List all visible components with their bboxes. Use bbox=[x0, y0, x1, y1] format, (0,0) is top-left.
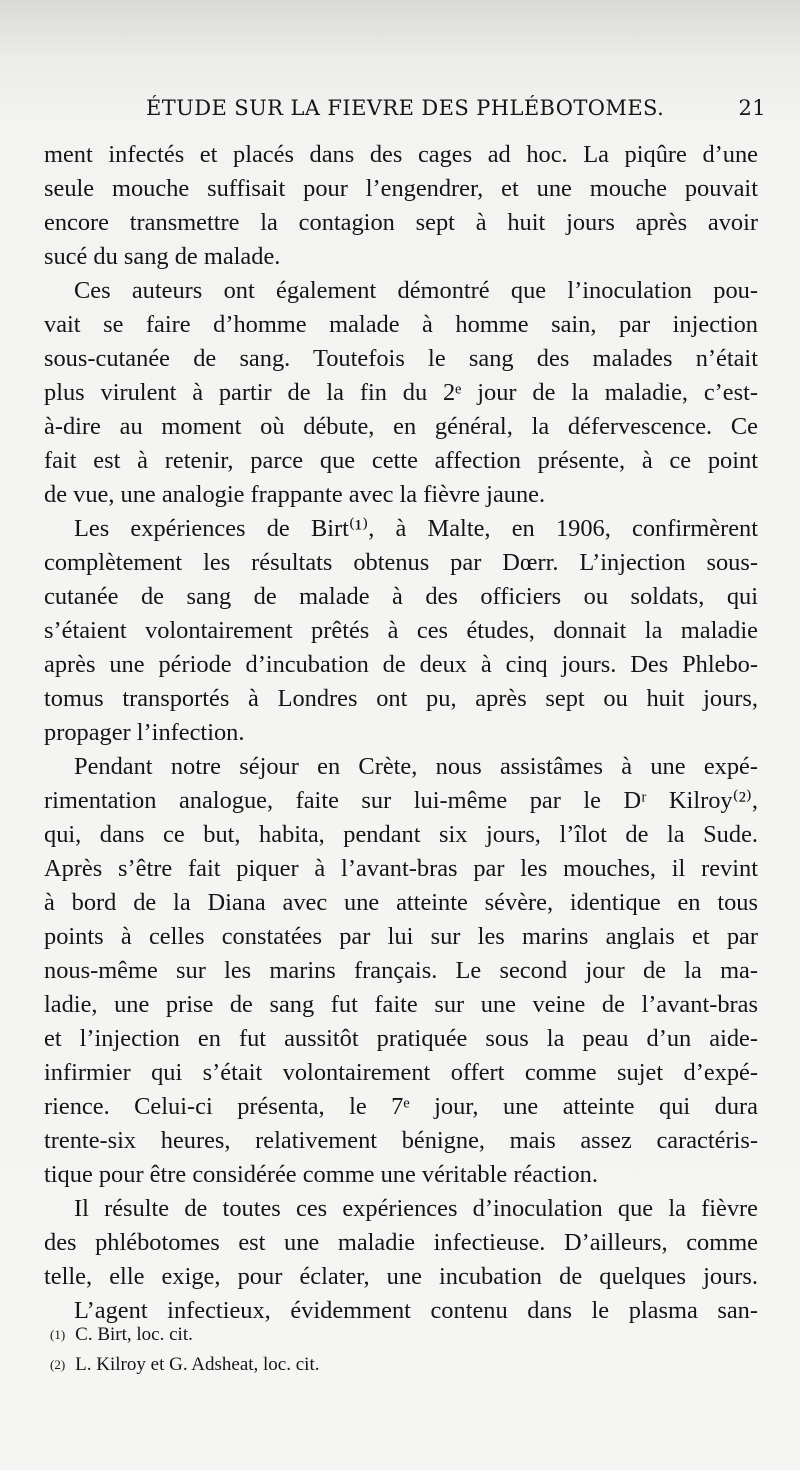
text-line: Après s’être fait piquer à l’avant-bras par les mouches, il revint bbox=[44, 855, 758, 882]
footnote-text: L. Kilroy et G. Adsheat, loc. cit. bbox=[75, 1354, 320, 1375]
text-line: Pendant notre séjour en Crète, nous assistâmes à une expé- bbox=[74, 753, 758, 780]
text-line: des phlébotomes est une maladie infectieuse. D’ailleurs, comme bbox=[44, 1229, 758, 1256]
text-line: tomus transportés à Londres ont pu, après sept ou huit jours, bbox=[44, 685, 758, 712]
text-line: à-dire au moment où débute, en général, la défervescence. Ce bbox=[44, 413, 758, 440]
text-line: après une période d’incubation de deux à cinq jours. Des Phlebo- bbox=[44, 651, 758, 678]
text-line: de vue, une analogie frappante avec la fièvre jaune. bbox=[44, 481, 546, 508]
text-line: et l’injection en fut aussitôt pratiquée sous la peau d’un aide- bbox=[44, 1025, 758, 1052]
text-line: rience. Celui-ci présenta, le 7ᵉ jour, une atteinte qui dura bbox=[44, 1093, 758, 1120]
footnote-mark: (2) bbox=[50, 1357, 66, 1372]
text-line: ment infectés et placés dans des cages ad hoc. La piqûre d’une bbox=[44, 141, 758, 168]
footnote bbox=[50, 1320, 750, 1350]
text-line: L’agent infectieux, évidemment contenu dans le plasma san- bbox=[74, 1297, 758, 1324]
text-line: vait se faire d’homme malade à homme sain, par injection bbox=[44, 311, 758, 338]
text-line: propager l’infection. bbox=[44, 719, 245, 746]
page-number: 21 bbox=[738, 96, 766, 120]
text-line: seule mouche suffisait pour l’engendrer, et une mouche pouvait bbox=[44, 175, 758, 202]
text-line: encore transmettre la contagion sept à huit jours après avoir bbox=[44, 209, 758, 236]
text-line: tique pour être considérée comme une véritable réaction. bbox=[44, 1161, 598, 1188]
body-text bbox=[44, 138, 758, 1328]
running-header bbox=[46, 92, 766, 128]
text-line: Ces auteurs ont également démontré que l’inoculation pou- bbox=[74, 277, 758, 304]
footnotes bbox=[50, 1320, 750, 1380]
text-line: s’étaient volontairement prêtés à ces études, donnait la maladie bbox=[44, 617, 758, 644]
text-line: Les expériences de Birt⁽¹⁾, à Malte, en 1906, confirmèrent bbox=[74, 515, 758, 542]
text-line: plus virulent à partir de la fin du 2ᵉ jour de la maladie, c’est- bbox=[44, 379, 758, 406]
text-line: trente-six heures, relativement bénigne, mais assez caractéris- bbox=[44, 1127, 758, 1154]
text-line: cutanée de sang de malade à des officiers ou soldats, qui bbox=[44, 583, 758, 610]
text-line: Il résulte de toutes ces expériences d’inoculation que la fièvre bbox=[74, 1195, 758, 1222]
footnote bbox=[50, 1350, 750, 1380]
text-line: fait est à retenir, parce que cette affection présente, à ce point bbox=[44, 447, 758, 474]
text-line: ladie, une prise de sang fut faite sur une veine de l’avant-bras bbox=[44, 991, 758, 1018]
text-line: infirmier qui s’était volontairement offert comme sujet d’expé- bbox=[44, 1059, 758, 1086]
text-line: rimentation analogue, faite sur lui-même par le Dʳ Kilroy⁽²⁾, bbox=[44, 787, 758, 814]
text-line: qui, dans ce but, habita, pendant six jours, l’îlot de la Sude. bbox=[44, 821, 758, 848]
text-line: complètement les résultats obtenus par Dœrr. L’injection sous- bbox=[44, 549, 758, 576]
text-line: telle, elle exige, pour éclater, une incubation de quelques jours. bbox=[44, 1263, 758, 1290]
text-line: à bord de la Diana avec une atteinte sévère, identique en tous bbox=[44, 889, 758, 916]
footnote-mark: (1) bbox=[50, 1327, 66, 1342]
text-line: nous-même sur les marins français. Le second jour de la ma- bbox=[44, 957, 758, 984]
text-line: sucé du sang de malade. bbox=[44, 243, 281, 270]
running-title: ÉTUDE SUR LA FIEVRE DES PHLÉBOTOMES. bbox=[146, 96, 665, 120]
footnote-text: C. Birt, loc. cit. bbox=[75, 1324, 193, 1345]
text-line: sous-cutanée de sang. Toutefois le sang des malades n’était bbox=[44, 345, 758, 372]
text-line: points à celles constatées par lui sur les marins anglais et par bbox=[44, 923, 758, 950]
